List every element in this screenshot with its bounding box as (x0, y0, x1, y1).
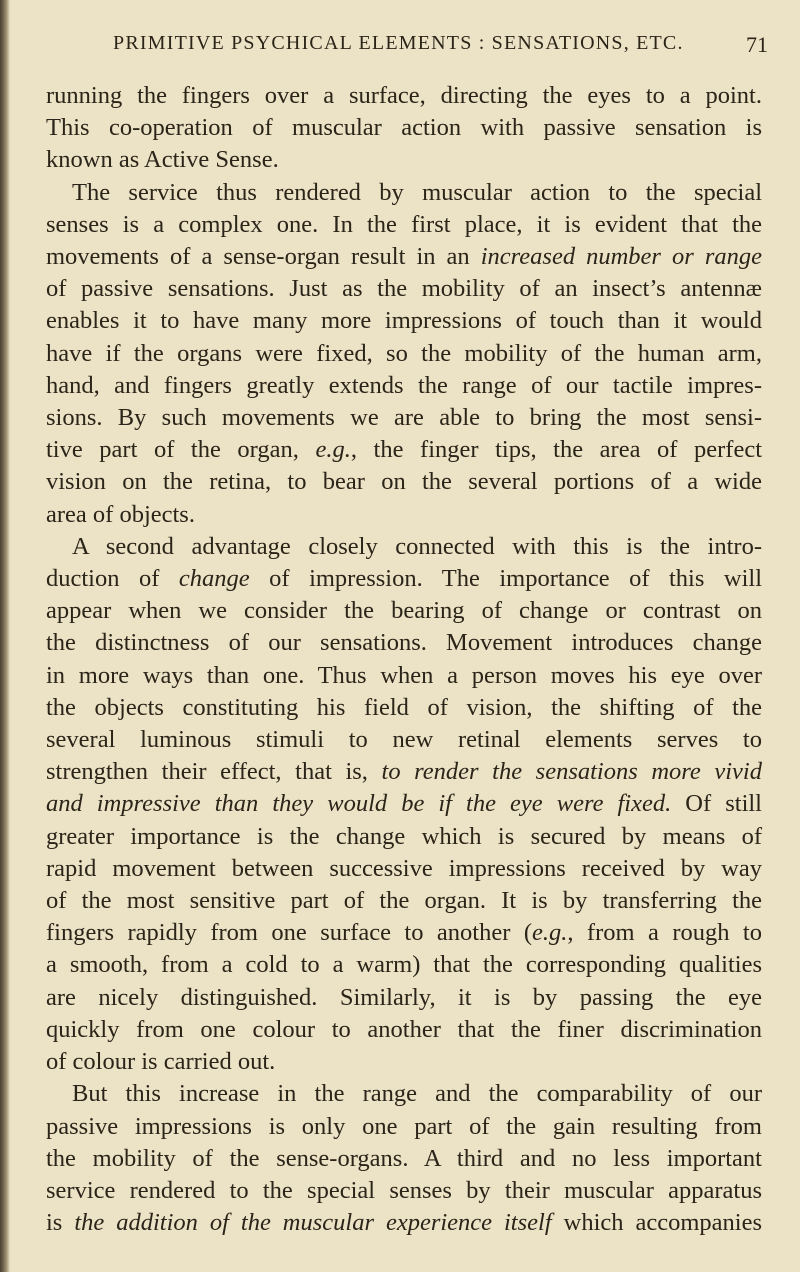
italic-text-run: to render the sensations more vivid (381, 758, 762, 786)
text-run: strengthen their effect, that is, (46, 758, 382, 786)
text-line (46, 788, 762, 820)
text-run: fingers rapidly from one surface to another ( (46, 919, 532, 947)
text-line: several luminous stimuli to new retinal elements serves to (46, 726, 762, 754)
text-line (46, 917, 762, 949)
text-run: , from a rough to (567, 919, 762, 947)
body-text (46, 80, 762, 1239)
text-line: running the fingers over a surface, directing the eyes to a point. (46, 82, 762, 109)
text-line: vision on the retina, to bear on the several portions of a wide (46, 468, 762, 496)
italic-text-run: the addition of the muscular experience itself (74, 1209, 552, 1237)
italic-text-run: change (178, 565, 250, 593)
text-line: the objects constituting his field of vision, the shifting of the (46, 693, 762, 721)
text-run: tive part of the organ, (46, 436, 316, 464)
text-run: movements of a sense-organ result in an (46, 243, 481, 271)
text-line: a smooth, from a cold to a warm) that the corresponding qualities (46, 951, 762, 979)
running-head: PRIMITIVE PSYCHICAL ELEMENTS : SENSATIONS, ETC. (113, 32, 684, 54)
italic-text-run: e.g. (531, 919, 568, 947)
text-line: quickly from one colour to another that the finer discrimination (46, 1015, 762, 1043)
text-line (46, 241, 762, 273)
text-run: Of still (671, 790, 762, 818)
text-run: which accompanies (551, 1209, 762, 1237)
text-line (46, 563, 762, 595)
text-line: the distinctness of our sensations. Movement introduces change (46, 629, 762, 657)
text-line: This co-operation of muscular action with passive sensation is (46, 114, 762, 142)
text-line: are nicely distinguished. Similarly, it is by passing the eye (46, 983, 762, 1011)
page-number: 71 (746, 32, 768, 57)
text-line: senses is a complex one. In the first place, it is evident that the (46, 210, 762, 238)
italic-text-run: increased number or range (480, 243, 762, 271)
text-line: area of objects. (46, 500, 195, 528)
text-run: duction of (46, 565, 179, 593)
text-line: The service thus rendered by muscular action to the special (72, 178, 762, 206)
text-line: of passive sensations. Just as the mobility of an insect’s antennæ (46, 275, 762, 303)
text-line: in more ways than one. Thus when a person moves his eye over (46, 661, 762, 689)
text-line: A second advantage closely connected with this is the intro- (72, 532, 762, 560)
text-line: hand, and fingers greatly extends the range of our tactile impres- (46, 371, 762, 399)
text-run: is (46, 1209, 75, 1237)
text-line: the mobility of the sense-organs. A third and no less important (46, 1144, 762, 1172)
text-line: have if the organs were fixed, so the mobility of the human arm, (46, 339, 762, 367)
text-run: of impression. The importance of this will (249, 565, 762, 593)
text-line: passive impressions is only one part of the gain resulting from (46, 1112, 762, 1140)
text-line (46, 1207, 762, 1239)
text-line: of the most sensitive part of the organ. It is by transferring the (46, 887, 762, 915)
text-line: of colour is carried out. (46, 1048, 276, 1076)
text-line: enables it to have many more impressions of touch than it would (46, 307, 762, 335)
text-line: rapid movement between successive impressions received by way (46, 854, 762, 882)
text-line: service rendered to the special senses by their muscular apparatus (46, 1176, 762, 1204)
italic-text-run: and impressive than they would be if the eye were fixed. (46, 790, 672, 818)
text-line: appear when we consider the bearing of change or contrast on (46, 597, 762, 625)
text-line (46, 434, 762, 466)
text-line (46, 756, 762, 788)
page-header (0, 32, 800, 68)
text-line: greater importance is the change which is secured by means of (46, 822, 762, 850)
book-spine-shadow (0, 0, 10, 1272)
text-run: , the finger tips, the area of perfect (350, 436, 762, 464)
text-line: sions. By such movements we are able to bring the most sensi- (46, 404, 762, 432)
italic-text-run: e.g. (315, 436, 351, 464)
text-line: But this increase in the range and the comparability of our (72, 1080, 762, 1108)
text-line: known as Active Sense. (46, 146, 279, 174)
